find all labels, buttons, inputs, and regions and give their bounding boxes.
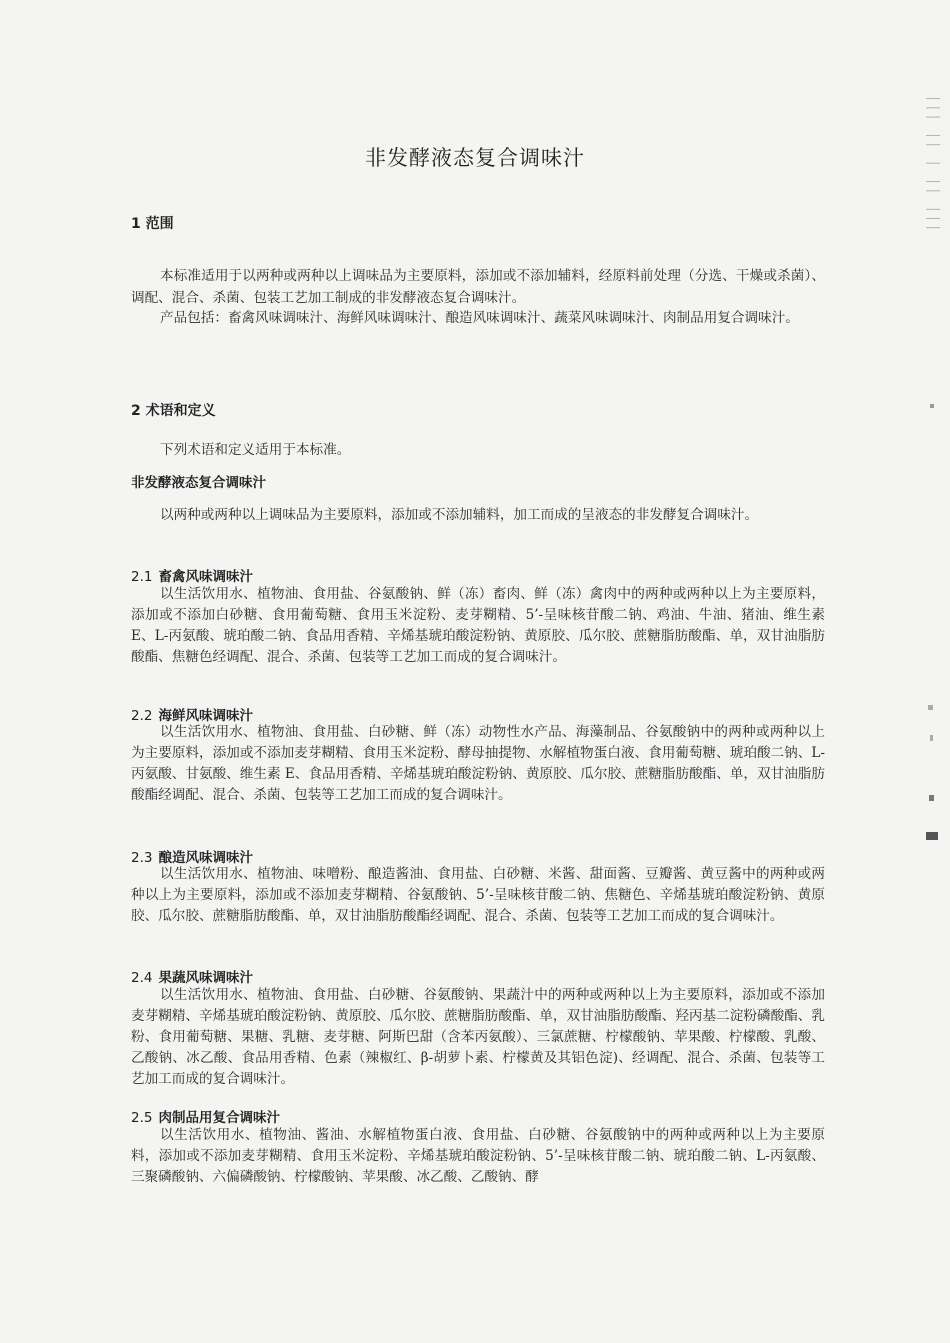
subsection-number: 2.4 <box>131 970 153 986</box>
subsection-2-5-body: 以生活饮用水、植物油、酱油、水解植物蛋白液、食用盐、白砂糖、谷氨酸钠中的两种或两种以上为主要原料，添加或不添加麦芽糊精、食用玉米淀粉、辛烯基琥珀酸淀粉钠、5’-呈味核苷酸二钠、琥珀酸二钠、L-丙氨酸、三聚磷酸钠、六偏磷酸钠、柠檬酸钠、苹果酸、冰乙酸、乙酸钠、酵 <box>131 1127 825 1185</box>
subsection-2-4-heading <box>131 966 253 986</box>
subsection-2-5-heading <box>131 1106 280 1126</box>
margin-dot <box>929 795 934 801</box>
subsection-2-2-body: 以生活饮用水、植物油、食用盐、白砂糖、鲜（冻）动物性水产品、海藻制品、谷氨酸钠中的两种或两种以上为主要原料，添加或不添加麦芽糊精、食用玉米淀粉、酵母抽提物、水解植物蛋白液、食用葡萄糖、琥珀酸二钠、L-丙氨酸、甘氨酸、维生素 E、食品用香精、辛烯基琥珀酸淀粉钠、黄原胶、瓜尔胶、蔗糖脂肪酸酯、单，双甘油脂肪酸酯经调配、混合、杀菌、包装等工艺加工而成的复合调味汁。 <box>131 724 825 803</box>
subsection-title: 海鲜风味调味汁 <box>158 708 253 724</box>
subsection-title: 畜禽风味调味汁 <box>158 569 253 585</box>
section-1-paragraph-1: 本标准适用于以两种或两种以上调味品为主要原料，添加或不添加辅料，经原料前处理（分选、干燥或杀菌）、调配、混合、杀菌、包装工艺加工制成的非发酵液态复合调味汁。 <box>131 268 825 306</box>
page-title: 非发酵液态复合调味汁 <box>365 146 585 170</box>
margin-dot <box>930 735 933 741</box>
margin-dot <box>926 832 938 840</box>
subsection-2-3-heading <box>131 846 253 866</box>
subsection-2-3-body: 以生活饮用水、植物油、味噌粉、酿造酱油、食用盐、白砂糖、米酱、甜面酱、豆瓣酱、黄豆酱中的两种或两种以上为主要原料，添加或不添加麦芽糊精、谷氨酸钠、5’-呈味核苷酸二钠、焦糖色、辛烯基琥珀酸淀粉钠、黄原胶、瓜尔胶、蔗糖脂肪酸酯、单，双甘油脂肪酸酯经调配、混合、杀菌、包装等工艺加工而成的复合调味汁。 <box>131 866 825 924</box>
subsection-2-1-heading <box>131 565 253 585</box>
margin-dot <box>930 404 934 408</box>
subsection-2-2-heading <box>131 704 253 724</box>
term-definition: 以两种或两种以上调味品为主要原料，添加或不添加辅料，加工而成的呈液态的非发酵复合调味汁。 <box>160 507 759 523</box>
subsection-number: 2.3 <box>131 850 153 866</box>
subsection-2-1-body: 以生活饮用水、植物油、食用盐、谷氨酸钠、鲜（冻）畜肉、鲜（冻）禽肉中的两种或两种以上为主要原料，添加或不添加白砂糖、食用葡萄糖、食用玉米淀粉、麦芽糊精、5’-呈味核苷酸二钠、鸡油、牛油、猪油、维生素 E、L-丙氨酸、琥珀酸二钠、食品用香精、辛烯基琥珀酸淀粉钠、黄原胶、瓜尔胶、蔗糖脂肪酸酯、单，双甘油脂肪酸酯、焦糖色经调配、混合、杀菌、包装等工艺加工而成的复合调味汁。 <box>131 586 825 665</box>
subsection-number: 2.1 <box>131 569 153 585</box>
section-1-heading: 1 范围 <box>131 216 174 232</box>
subsection-title: 酿造风味调味汁 <box>158 850 253 866</box>
scan-margin-mark: │││ ││ │ ││ │││ <box>926 95 940 234</box>
section-2-heading: 2 术语和定义 <box>131 403 216 419</box>
subsection-number: 2.5 <box>131 1110 153 1126</box>
subsection-title: 肉制品用复合调味汁 <box>158 1110 280 1126</box>
margin-dot <box>928 705 933 710</box>
term-heading: 非发酵液态复合调味汁 <box>131 475 266 491</box>
subsection-title: 果蔬风味调味汁 <box>158 970 253 986</box>
section-1-paragraph-2: 产品包括：畜禽风味调味汁、海鲜风味调味汁、酿造风味调味汁、蔬菜风味调味汁、肉制品用复合调味汁。 <box>160 310 799 326</box>
subsection-number: 2.2 <box>131 708 153 724</box>
section-2-intro: 下列术语和定义适用于本标准。 <box>160 442 351 458</box>
subsection-2-4-body: 以生活饮用水、植物油、食用盐、白砂糖、谷氨酸钠、果蔬汁中的两种或两种以上为主要原料，添加或不添加麦芽糊精、辛烯基琥珀酸淀粉钠、黄原胶、瓜尔胶、蔗糖脂肪酸酯、单，双甘油脂肪酸酯、羟丙基二淀粉磷酸酯、乳粉、食用葡萄糖、果糖、乳糖、麦芽糖、阿斯巴甜（含苯丙氨酸）、三氯蔗糖、柠檬酸钠、苹果酸、柠檬酸、乳酸、乙酸钠、冰乙酸、食品用香精、色素（辣椒红、β-胡萝卜素、柠檬黄及其铝色淀)、经调配、混合、杀菌、包装等工艺加工而成的复合调味汁。 <box>131 987 825 1087</box>
